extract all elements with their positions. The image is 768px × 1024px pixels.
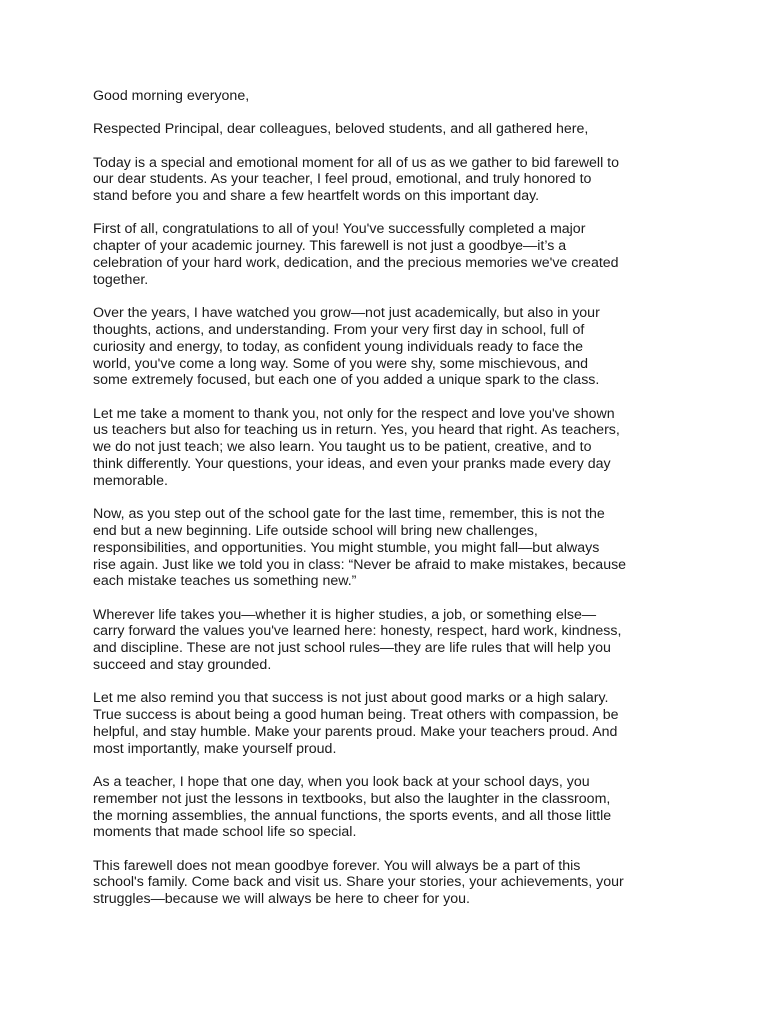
greeting-paragraph: Good morning everyone,: [93, 88, 250, 104]
body-paragraph: First of all, congratulations to all of you! You've successfully completed a major chapter of your academic journey. This farewell is not just a goodbye—it’s a celebration of your hard work, dedication, and the precious memories we've created together.: [93, 221, 619, 288]
closing-paragraph: This farewell does not mean goodbye forever. You will always be a part of this school's family. Come back and visit us. Share your stories, your achievements, your struggles—because we will always be here to cheer for you.: [93, 857, 624, 908]
body-paragraph: Over the years, I have watched you grow—not just academically, but also in your thoughts, actions, and understanding. From your very first day in school, full of curiosity and energy, to today, as confident young individuals ready to face the world, you've come a long way. Some of you were shy, some mischievous, and some extremely focused, but each one of you added a unique spark to the class.: [93, 305, 600, 389]
body-paragraph: Let me also remind you that success is not just about good marks or a high salary. True success is about being a good human being. Treat others with compassion, be helpful, and stay humble. Make your parents proud. Make your teachers proud. And most importantly, make yourself proud.: [93, 690, 619, 757]
body-paragraph: Now, as you step out of the school gate for the last time, remember, this is not the end but a new beginning. Life outside school will bring new challenges, responsibilities, and opportunities. You might stumble, you might fall—but always rise again. Just like we told you in class: “Never be afraid to make mistakes, because each mistake teaches us something new.”: [93, 506, 627, 590]
body-paragraph: Wherever life takes you—whether it is higher studies, a job, or something else— carry forward the values you've learned here: honesty, respect, hard work, kindness, and discipline. These are not just school rules—they are life rules that will help you succeed and stay grounded.: [93, 606, 622, 674]
body-paragraph: Let me take a moment to thank you, not only for the respect and love you've shown us teachers but also for teaching us in return. Yes, you heard that right. As teachers, we do not just teach; we also learn. You taught us to be patient, creative, and to think differently. Your questions, your ideas, and even your pranks made every day memorable.: [93, 405, 620, 489]
body-paragraph: Today is a special and emotional moment for all of us as we gather to bid farewell to our dear students. As your teacher, I feel proud, emotional, and truly honored to stand before you and share a few heartfelt words on this important day.: [93, 154, 620, 205]
speech-body: [93, 88, 683, 925]
salutation-paragraph: Respected Principal, dear colleagues, beloved students, and all gathered here,: [93, 121, 589, 138]
body-paragraph: As a teacher, I hope that one day, when you look back at your school days, you remember not just the lessons in textbooks, but also the laughter in the classroom, the morning assemblies, the annual functions, the sports events, and all those little moments that made school life so special.: [93, 774, 612, 841]
